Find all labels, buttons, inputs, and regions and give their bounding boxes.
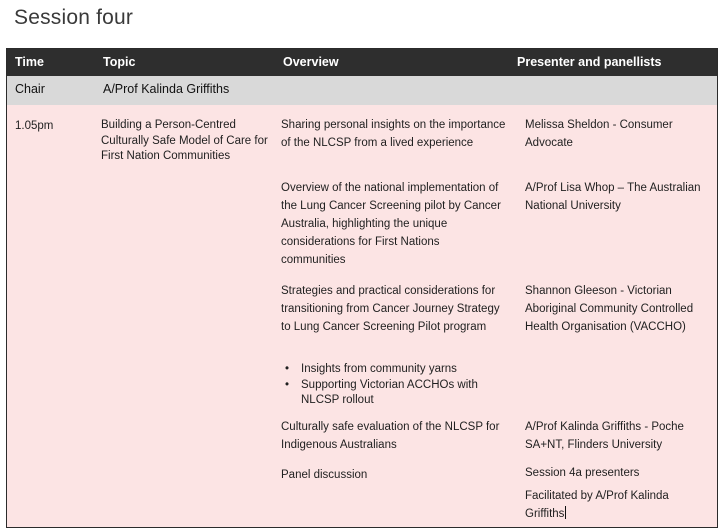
presenter-item: A/Prof Lisa Whop – The Australian National University [525, 182, 701, 212]
chair-row [7, 76, 717, 105]
overview-item: Panel discussion [281, 469, 368, 481]
bullet-item: • Supporting Victorian ACCHOs with NLCSP rollout [283, 378, 508, 409]
presenter-item: Session 4a presenters [525, 467, 640, 479]
table-header-row [7, 49, 717, 76]
page-title: Session four [14, 6, 134, 29]
overview-item: Overview of the national implementation of the Lung Cancer Screening pilot by Cancer Australia, highlighting the unique considerations for First Nations communities [281, 182, 501, 266]
header-presenters: Presenter and panellists [517, 55, 662, 69]
presenter-item: Melissa Sheldon - Consumer Advocate [525, 119, 673, 149]
header-topic: Topic [103, 55, 136, 69]
text-cursor [565, 506, 566, 519]
overview-item: Sharing personal insights on the importance of the NLCSP from a lived experience [281, 119, 506, 149]
presenter-item: A/Prof Kalinda Griffiths - Poche SA+NT, Flinders University [525, 421, 684, 451]
bullet-item: • Insights from community yarns [283, 362, 508, 378]
header-time: Time [15, 55, 44, 69]
overview-bullet-list [283, 362, 508, 409]
overview-item: Culturally safe evaluation of the NLCSP for Indigenous Australians [281, 421, 500, 451]
chair-name: A/Prof Kalinda Griffiths [103, 82, 230, 96]
overview-item: Strategies and practical considerations for transitioning from Cancer Journey Strategy to Lung Cancer Screening Pilot program [281, 285, 500, 333]
session-table [6, 48, 718, 528]
session-topic: Building a Person-Centred Culturally Safe Model of Care for First Nation Communities [101, 119, 268, 162]
session-time: 1.05pm [15, 120, 54, 132]
presenter-item: Shannon Gleeson - Victorian Aboriginal Community Controlled Health Organisation (VACCHO) [525, 285, 694, 333]
chair-label: Chair [15, 82, 45, 96]
presenter-note[interactable] [525, 487, 710, 523]
header-overview: Overview [283, 55, 339, 69]
presenter-note-text: Facilitated by A/Prof Kalinda Griffiths [525, 490, 669, 520]
